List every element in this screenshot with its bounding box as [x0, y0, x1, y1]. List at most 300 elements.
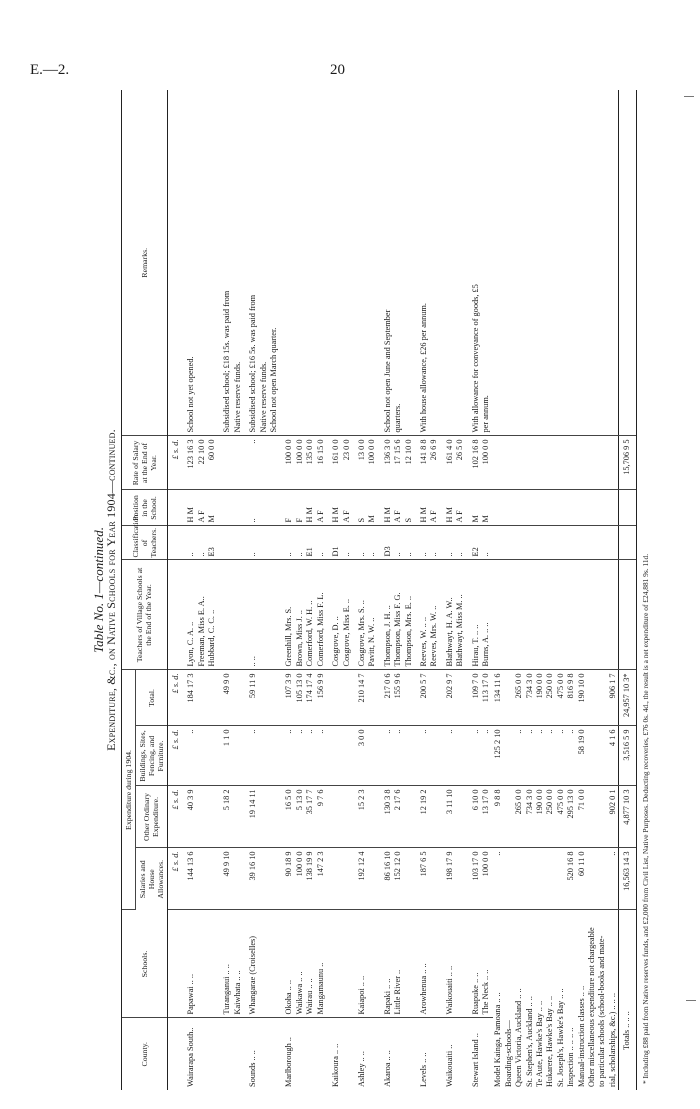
other-expenditure-cell [354, 786, 380, 848]
cell-line: Queen Victoria, Auckland .. .. [514, 988, 524, 1087]
empty-cell [545, 560, 555, 670]
cell-line: Papawai .. .. [186, 973, 196, 1015]
empty-cell [545, 526, 555, 560]
position-cell [442, 490, 468, 526]
other-cell [514, 786, 524, 848]
other-cell [597, 786, 607, 848]
cell-line: .. [248, 439, 258, 444]
empty-cell [619, 90, 636, 436]
salaries-cell [525, 848, 535, 910]
cell-line: 35 17 7 [305, 789, 315, 815]
teachers-cell [354, 560, 380, 670]
cell-line: Pavitt, N. W. .. [367, 617, 377, 667]
cell-line: 16 5 0 [284, 789, 294, 811]
cell-line: Marlborough .. [284, 1036, 294, 1087]
cell-line: 6 10 0 [470, 789, 480, 811]
buildings-cell [504, 726, 514, 786]
cell-line: 13 0 0 [356, 439, 366, 461]
schools-cell [468, 910, 494, 1018]
county-cell [468, 1018, 494, 1090]
totals-other-cell [619, 786, 636, 848]
cell-line: E3 [207, 547, 217, 557]
cell-line: .. [444, 729, 454, 734]
cell-line: .. [418, 552, 428, 557]
cell-line: Wairarapa South.. [186, 1027, 196, 1087]
total-cell [608, 670, 619, 726]
schools-cell [328, 910, 354, 1018]
classification-cell [281, 526, 328, 560]
buildings-cell [597, 726, 607, 786]
cell-line: .. [248, 729, 258, 734]
cell-line: 187 6 5 [418, 851, 428, 877]
cell-line: School not yet opened. [186, 356, 196, 433]
totals-rate-cell [619, 436, 636, 490]
cell-line: 906 1 7 [607, 673, 617, 699]
expenditure-group-header: Expenditure during 1904. [121, 670, 135, 910]
empty-cell [556, 90, 566, 436]
currency-units-row [167, 90, 183, 1090]
cell-line: 138 19 9 [305, 851, 315, 881]
position-cell [468, 490, 494, 526]
cell-line: Kaikoura .. .. [331, 1043, 341, 1087]
cell-line: 103 17 0 [470, 851, 480, 881]
cell-line: Cosgrove, Mrs. S. .. [356, 600, 366, 667]
teachers-cell [468, 560, 494, 670]
cell-line: 102 16 8 [470, 439, 480, 469]
empty-cell [504, 436, 514, 490]
cell-line: 174 17 4 [305, 673, 315, 703]
empty-cell [577, 526, 587, 560]
county-cell [416, 1018, 442, 1090]
county-cell [219, 1018, 245, 1090]
cell-line: 265 0 0 [514, 789, 524, 815]
schools-cell [281, 910, 328, 1018]
cell-line: 134 11 6 [493, 673, 503, 703]
buildings-cell [219, 726, 245, 786]
cell-line: 24,957 10 3* [622, 673, 632, 718]
other-cell [525, 786, 535, 848]
cell-line: .. [367, 552, 377, 557]
buildings-cell [442, 726, 468, 786]
cell-line: M [470, 515, 480, 523]
cell-line: .. [444, 552, 454, 557]
other-expenditure-cell [245, 786, 281, 848]
cell-line: Inspection .. .. .. .. [566, 1027, 576, 1087]
cell-line: .. [493, 851, 503, 856]
empty-cell [493, 490, 503, 526]
page-number: 20 [330, 62, 345, 78]
cell-line: E2 [470, 547, 480, 557]
cell-line: 15 2 3 [356, 789, 366, 811]
total-cell [587, 670, 597, 726]
total-cell [556, 670, 566, 726]
cell-line: 200 5 7 [418, 673, 428, 699]
county-row [380, 90, 416, 1090]
cell-line: 113 17 0 [480, 673, 490, 703]
buildings-cell [587, 726, 597, 786]
other-item-row [525, 90, 535, 1090]
salaries-cell [597, 848, 607, 910]
cell-line: 190 0 0 [535, 789, 544, 815]
currency-unit-cell [167, 910, 183, 1018]
county-cell [245, 1018, 281, 1090]
other-item-row [608, 90, 619, 1090]
schools-cell [183, 910, 219, 1018]
currency-unit-cell [167, 726, 183, 786]
empty-cell [608, 526, 619, 560]
other-item-row [577, 90, 587, 1090]
empty-cell [608, 560, 619, 670]
cell-line: 17 15 6 [393, 439, 403, 465]
cell-line: M [480, 515, 490, 523]
rate-cell [354, 436, 380, 490]
empty-cell [545, 436, 555, 490]
salaries-cell [468, 848, 494, 910]
cell-line: S [403, 517, 413, 523]
cell-line: 190 0 0 [535, 673, 544, 699]
cell-line: 107 3 9 [284, 673, 294, 699]
cell-line: 161 4 0 [444, 439, 454, 465]
empty-cell [608, 90, 619, 436]
cell-line: M [367, 515, 377, 523]
cell-line: 161 0 0 [331, 439, 341, 465]
cell-line: 734 3 0 [524, 789, 534, 815]
cell-line: 141 8 8 [418, 439, 428, 465]
total-cell [468, 670, 494, 726]
cell-line: rial, scholarships, &c.) .. .. .. [607, 992, 617, 1087]
cell-line: .. [514, 729, 524, 734]
cell-line: 71 0 0 [576, 789, 586, 811]
cell-line: Totals .. .. .. [622, 1011, 632, 1050]
currency-unit-cell [167, 90, 183, 436]
cell-line: .. [566, 729, 576, 734]
teachers-cell [442, 560, 468, 670]
empty-cell [597, 90, 607, 436]
buildings-cell [556, 726, 566, 786]
rotated-table-region [90, 90, 650, 1090]
empty-cell [566, 490, 576, 526]
cell-line: £ s. d. [170, 439, 180, 460]
empty-cell [577, 490, 587, 526]
buildings-cell [380, 726, 416, 786]
empty-cell [535, 90, 545, 436]
cell-line: 90 18 9 [284, 851, 294, 877]
salaries-cell [556, 848, 566, 910]
cell-line: Arowhenua .. .. [418, 963, 428, 1015]
edge-mark [684, 96, 694, 97]
schools-header: Schools. [121, 910, 167, 1018]
county-row [328, 90, 354, 1090]
cell-line: .. [305, 729, 315, 734]
expenditure-table [121, 90, 637, 1090]
salaries-cell [587, 848, 597, 910]
item-label-cell [597, 910, 607, 1090]
cell-line: 16 15 0 [315, 439, 325, 465]
remarks-cell [468, 90, 494, 436]
empty-cell [525, 490, 535, 526]
cell-line: Stewart Island .. [470, 1033, 480, 1087]
buildings-cell [183, 726, 219, 786]
item-label-cell [504, 910, 514, 1090]
cell-line: Subsidised school; £16 5s. was paid from [248, 294, 258, 433]
position-cell [354, 490, 380, 526]
classification-cell [380, 526, 416, 560]
classification-cell [183, 526, 219, 560]
footnote: * Including £88 paid from Native reserves funds, and £2,000 from Civil List, Native Purposes. Deducting recoveries, £76 0s. 4d., the result is a net expenditure of £24,881 9s. 11d. [640, 553, 650, 1084]
item-label-cell [566, 910, 576, 1090]
cell-line: 58 19 0 [576, 729, 586, 755]
cell-line: 265 0 0 [514, 673, 524, 699]
cell-line: 902 0 1 [607, 789, 617, 815]
empty-cell [545, 490, 555, 526]
teachers-cell [328, 560, 354, 670]
currency-unit-cell [167, 786, 183, 848]
empty-cell [619, 560, 636, 670]
county-cell [281, 1018, 328, 1090]
totals-total-cell [619, 670, 636, 726]
cell-line: 152 12 0 [393, 851, 403, 881]
cell-line: 100 0 0 [284, 439, 294, 465]
empty-cell [566, 436, 576, 490]
rate-cell [245, 436, 281, 490]
buildings-cell [468, 726, 494, 786]
other-expenditure-cell [468, 786, 494, 848]
empty-cell [535, 436, 545, 490]
rate-header: Rate of Salary at the End of Year. [121, 436, 167, 490]
cell-line: .. [403, 552, 413, 557]
cell-line: 130 3 8 [382, 789, 392, 815]
cell-line: .. [284, 729, 294, 734]
rate-cell [183, 436, 219, 490]
cell-line: Blathwayt, Miss M. .. [455, 594, 465, 667]
cell-line: .. [284, 552, 294, 557]
cell-line: 136 3 0 [382, 439, 392, 465]
buildings-cell [281, 726, 328, 786]
empty-cell [556, 560, 566, 670]
cell-line: 4 1 6 [607, 729, 617, 747]
county-row [281, 90, 328, 1090]
cell-line: E1 [305, 547, 315, 557]
other-item-row [597, 90, 607, 1090]
cell-line: Wairau .. .. [305, 978, 315, 1015]
cell-line: Burns, A. .. .. [480, 622, 490, 667]
cell-line: Thompson, Mrs. E. .. [403, 595, 413, 667]
cell-line: .. [455, 552, 465, 557]
buildings-cell [545, 726, 555, 786]
cell-line: Whangarae (Croiselles) [248, 935, 258, 1015]
total-cell [328, 670, 354, 726]
total-cell [281, 670, 328, 726]
cell-line: A F [455, 510, 465, 523]
cell-line: D1 [331, 546, 341, 557]
cell-line: M [207, 515, 217, 523]
cell-line: H M [331, 507, 341, 523]
other-item-row [535, 90, 545, 1090]
cell-line: Brown, Miss J. .. [294, 609, 304, 667]
other-expenditure-cell [328, 786, 354, 848]
cell-line: 100 0 0 [294, 439, 304, 465]
cell-line: £ s. d. [170, 673, 180, 694]
rate-cell [281, 436, 328, 490]
cell-line: D3 [382, 546, 392, 557]
salaries-cell [328, 848, 354, 910]
cell-line: .. [480, 729, 490, 734]
county-header: County. [121, 1018, 167, 1090]
cell-line: H M [186, 507, 196, 523]
empty-cell [525, 560, 535, 670]
empty-cell [608, 490, 619, 526]
cell-line: 250 0 0 [545, 673, 555, 699]
cell-line: Hukarere, Hawke's Bay .. .. [545, 995, 555, 1087]
cell-line: 60 0 0 [207, 439, 217, 461]
cell-line: Freeman, Miss E. A.. [196, 596, 206, 667]
other-cell [587, 786, 597, 848]
cell-line: .. [524, 729, 534, 734]
schools-cell [380, 910, 416, 1018]
cell-line: 3,516 5 9 [622, 729, 632, 761]
cell-line: 23 0 0 [341, 439, 351, 461]
cell-line: With house allowance, £26 per annum. [418, 303, 428, 433]
cell-line: 192 12 4 [356, 851, 366, 881]
total-cell [577, 670, 587, 726]
item-label-cell [493, 910, 503, 1090]
cell-line: 520 16 8 [566, 851, 576, 881]
cell-line: .. [248, 518, 258, 523]
table-caption [91, 90, 119, 1090]
item-label-cell [525, 910, 535, 1090]
cell-line: .. [429, 552, 439, 557]
cell-line: Levels .. .. [418, 1052, 428, 1087]
cell-line: 156 9 9 [315, 673, 325, 699]
cell-line: .. [315, 552, 325, 557]
empty-cell [493, 526, 503, 560]
cell-line: Hubbard, C. C. .. [207, 609, 217, 667]
empty-cell [556, 526, 566, 560]
other-expenditure-cell [416, 786, 442, 848]
cell-line: 295 13 0 [566, 789, 576, 819]
cell-line: F [284, 517, 294, 523]
county-row [442, 90, 468, 1090]
cell-line: Native reserve funds. [258, 361, 268, 433]
cell-line: 250 0 0 [545, 789, 555, 815]
cell-line: 734 3 0 [524, 673, 534, 699]
item-label-cell [514, 910, 524, 1090]
totals-salaries-cell [619, 848, 636, 910]
salaries-cell [354, 848, 380, 910]
currency-unit-cell [167, 560, 183, 670]
salaries-cell [545, 848, 555, 910]
page-header-left: E.—2. [30, 62, 70, 78]
empty-cell [587, 436, 597, 490]
empty-cell [587, 526, 597, 560]
cell-line: 184 17 3 [186, 673, 196, 703]
salaries-cell [416, 848, 442, 910]
remarks-cell [183, 90, 219, 436]
salaries-cell [245, 848, 281, 910]
cell-line: S [356, 517, 366, 523]
cell-line: 123 16 3 [186, 439, 196, 469]
cell-line: .. [196, 552, 206, 557]
currency-unit-cell [167, 1018, 183, 1090]
cell-line: 1 1 0 [222, 729, 232, 747]
county-cell [328, 1018, 354, 1090]
teachers-cell [183, 560, 219, 670]
cell-line: H M [382, 507, 392, 523]
other-cell [493, 786, 503, 848]
schools-cell [354, 910, 380, 1018]
salaries-cell [535, 848, 545, 910]
cell-line: 39 16 10 [248, 851, 258, 881]
buildings-cell [514, 726, 524, 786]
other-item-row [566, 90, 576, 1090]
other-item-row [545, 90, 555, 1090]
salaries-cell [577, 848, 587, 910]
remarks-cell [281, 90, 328, 436]
other-cell [566, 786, 576, 848]
buildings-cell [577, 726, 587, 786]
cell-line: Waikawa .. .. [294, 971, 304, 1015]
cell-line: .. [393, 729, 403, 734]
cell-line: 22 10 0 [196, 439, 206, 465]
remarks-cell [416, 90, 442, 436]
remarks-header: Remarks. [121, 90, 167, 436]
cell-line: £ s. d. [170, 851, 180, 872]
cell-line: Waikouaiti .. .. [444, 965, 454, 1015]
empty-cell [535, 526, 545, 560]
remarks-cell [245, 90, 281, 436]
position-cell [183, 490, 219, 526]
other-item-row [493, 90, 503, 1090]
empty-cell [597, 436, 607, 490]
total-cell [416, 670, 442, 726]
edge-mark [686, 1000, 696, 1001]
cell-line: St. Joseph's, Hawke's Bay .. .. [555, 988, 565, 1087]
cell-line: 4,877 10 3 [622, 789, 632, 825]
other-expenditure-cell [219, 786, 245, 848]
cell-line: 202 9 7 [444, 673, 454, 699]
salaries-cell [608, 848, 619, 910]
cell-line: Cosgrove, D. .. [331, 616, 341, 667]
cell-line: .. [294, 729, 304, 734]
currency-unit-cell [167, 436, 183, 490]
cell-line: 40 3 9 [186, 789, 196, 811]
cell-line: .. [555, 729, 565, 734]
cell-line: Blathwayt, H. A. W.. [444, 597, 454, 667]
classification-cell [245, 526, 281, 560]
county-row [219, 90, 245, 1090]
cell-line: 5 18 2 [222, 789, 232, 811]
cell-line: 49 9 0 [222, 673, 232, 695]
salaries-cell [566, 848, 576, 910]
other-expenditure-cell [442, 786, 468, 848]
cell-line: Native reserve funds. [232, 361, 242, 433]
other-cell [608, 786, 619, 848]
other-cell [577, 786, 587, 848]
buildings-cell [328, 726, 354, 786]
salaries-cell [442, 848, 468, 910]
cell-line: 190 10 0 [576, 673, 586, 703]
table-body [167, 90, 636, 1090]
salaries-cell [504, 848, 514, 910]
cell-line: Subsidised school; £18 15s. was paid from [222, 290, 232, 433]
cell-line: .. [356, 552, 366, 557]
teachers-cell [245, 560, 281, 670]
cell-line: .. [607, 851, 617, 856]
cell-line: to particular schools (school-books and mate- [597, 935, 607, 1087]
schools-cell [219, 910, 245, 1018]
empty-cell [514, 526, 524, 560]
empty-cell [597, 490, 607, 526]
